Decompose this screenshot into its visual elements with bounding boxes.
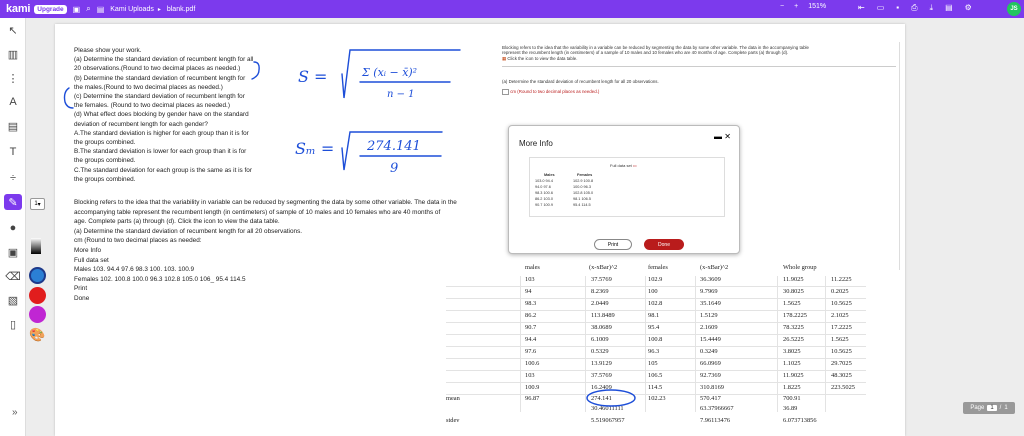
table-cell: 3.8025 xyxy=(783,348,801,355)
ink-numerator: 274.141 xyxy=(367,139,421,154)
var-female: 63.37966667 xyxy=(700,405,734,412)
panel-intro-line: represent the recumbent length (in centimeters) of a sample of 10 males and 10 females who are 40 months of age. Complete parts (a) through (d). xyxy=(502,50,789,55)
ink-sm: Sₘ = xyxy=(295,139,335,158)
table-cell: 29.7025 xyxy=(831,360,852,367)
question-line: the females. (Round to two decimal places as needed.) xyxy=(74,102,230,110)
var-male: 30.46011111 xyxy=(591,405,624,412)
text-tool-icon[interactable]: T xyxy=(9,146,17,158)
stdev-label: stdev xyxy=(446,417,460,424)
table-cell: 36.3609 xyxy=(700,276,721,283)
dialog-controls xyxy=(714,132,731,141)
equation-tool-icon[interactable]: ÷ xyxy=(9,172,17,184)
pasted-line: Full data set xyxy=(74,256,109,264)
ink-denominator: n − 1 xyxy=(387,89,415,100)
table-icon: ▦ xyxy=(502,56,507,61)
eraser-tool-icon[interactable]: ⌫ xyxy=(5,270,21,283)
question-line: B.The standard deviation is lower for each group than it is for xyxy=(74,148,247,156)
question-line: (a) Determine the standard deviation of recumbent length for all xyxy=(74,56,254,64)
ink-s-formula: S = xyxy=(298,67,328,86)
table-cell: 178.2225 xyxy=(783,312,807,319)
table-cell: 1.5129 xyxy=(700,312,718,319)
question-line: deviation of recumbent length for each gender? xyxy=(74,120,208,128)
color-swatch-purple[interactable] xyxy=(29,306,46,323)
question-text xyxy=(74,46,274,184)
question-line: the groups combined. xyxy=(74,139,136,147)
avatar[interactable]: JS xyxy=(1007,2,1021,16)
table-cell: 0.5329 xyxy=(591,348,609,355)
tool-sidebar xyxy=(0,18,26,436)
page-number-input[interactable]: 1 xyxy=(987,405,996,411)
question-line: (d) What effect does blocking by gender have on the standard xyxy=(74,111,249,119)
sidebar-icon[interactable]: ▭ xyxy=(876,3,885,12)
table-cell: 2.1025 xyxy=(831,312,849,319)
search-icon[interactable]: ⌕ xyxy=(86,4,91,13)
table-cell: 2.1609 xyxy=(700,324,718,331)
males-header: Males xyxy=(544,173,555,177)
header-whole-group: Whole group xyxy=(783,264,817,271)
table-cell: 92.7369 xyxy=(700,372,721,379)
sum-male-sq: 274.141 xyxy=(591,395,612,402)
highlight-tool-icon[interactable]: ▥ xyxy=(7,48,19,61)
table-cell: 10.5625 xyxy=(831,300,852,307)
table-cell: 30.8025 xyxy=(783,288,804,295)
table-cell: 9.7969 xyxy=(700,288,718,295)
table-cell: 37.5769 xyxy=(591,372,612,379)
stroke-size-select[interactable]: 1 ▾ xyxy=(30,198,45,210)
females-column: 102.9 100.8 100.0 96.3 102.8 105.0 98.1 106.5 95.4 114.5 xyxy=(573,179,594,207)
pasted-line: accompanying table represent the recumbent length (in centimeters) of sample of 10 males and 10 females who are 40 months of xyxy=(74,208,441,216)
copy-icon: ▭ xyxy=(632,163,637,168)
markup-tool-icon[interactable]: ⋮ xyxy=(7,72,19,85)
table-cell: 8.2369 xyxy=(591,288,609,295)
sidebar-toggle-icon[interactable]: ▣ xyxy=(72,4,81,14)
question-line: (b) Determine the standard deviation of recumbent length for xyxy=(74,74,246,82)
table-cell: 97.6 xyxy=(525,348,537,355)
zoom-out-button[interactable]: − xyxy=(780,3,785,10)
table-cell: 1.5625 xyxy=(783,300,801,307)
table-cell: 102.8 xyxy=(648,300,663,307)
table-cell: 94.4 xyxy=(525,336,537,343)
table-cell: 96.3 xyxy=(648,348,660,355)
download-icon[interactable]: ⤓ xyxy=(929,3,934,12)
table-cell: 90.7 xyxy=(525,324,537,331)
table-cell: 48.3025 xyxy=(831,372,852,379)
image-tool-icon[interactable]: ▣ xyxy=(7,246,19,259)
done-button[interactable]: Done xyxy=(644,239,684,250)
table-cell: 78.3225 xyxy=(783,324,804,331)
question-line: C.The standard deviation for each group is the same as it is for xyxy=(74,166,252,174)
table-cell: 2.0449 xyxy=(591,300,609,307)
shapes-tool-icon[interactable]: ● xyxy=(9,222,17,234)
print-icon[interactable]: ⎙ xyxy=(911,3,918,12)
folder-icon: ▤ xyxy=(96,4,105,14)
sd-whole: 6.073713856 xyxy=(783,417,817,424)
ink-bracket xyxy=(65,88,74,108)
pasted-line: cm (Round to two decimal places as needed: xyxy=(74,237,202,245)
table-cell: 98.3 xyxy=(525,300,537,307)
question-line: the males.(Round to two decimal places as needed.) xyxy=(74,83,223,91)
ink-sum-term: Σ (xᵢ − x̄)² xyxy=(362,66,418,79)
full-data-set-label: Full data set ▭ xyxy=(610,163,637,168)
sd-female: 7.96113476 xyxy=(700,417,731,424)
table-cell: 94 xyxy=(525,288,532,295)
data-table-frame xyxy=(529,157,725,217)
table-cell: 106.5 xyxy=(648,372,663,379)
expand-sidebar-icon[interactable]: » xyxy=(12,407,18,418)
females-header: Females xyxy=(577,173,593,177)
sd-male: 5.519067957 xyxy=(591,417,625,424)
table-cell: 95.4 xyxy=(648,324,660,331)
question-line: 20 observations.(Round to two decimal places as needed.) xyxy=(74,65,241,73)
settings-icon[interactable]: ⚙ xyxy=(964,3,972,12)
app-logo[interactable]: kami xyxy=(6,3,31,15)
pasted-line: More Info xyxy=(74,246,101,254)
question-line: A.The standard deviation is higher for each group than it is for xyxy=(74,129,249,137)
sum-whole: 700.91 xyxy=(783,395,801,402)
file-name[interactable]: blank.pdf xyxy=(166,5,196,13)
top-toolbar xyxy=(0,0,1024,18)
table-cell: 16.2409 xyxy=(591,384,612,391)
pasted-line: (a) Determine the standard deviation of recumbent length for all 20 observations. xyxy=(74,227,303,235)
question-line: (c) Determine the standard deviation of recumbent length for xyxy=(74,93,245,101)
table-cell: 0.2025 xyxy=(831,288,849,295)
select-tool-icon[interactable]: ↖ xyxy=(8,24,18,37)
table-cell: 1.5625 xyxy=(831,336,849,343)
table-cell: 11.2225 xyxy=(831,276,852,283)
comment-tool-icon[interactable]: ▤ xyxy=(7,120,19,133)
table-cell: 26.5225 xyxy=(783,336,804,343)
save-icon[interactable]: ▪ xyxy=(896,3,900,12)
table-cell: 100.8 xyxy=(648,336,663,343)
panel-data-link: ▦ Click the icon to view the data table. xyxy=(502,56,578,61)
table-cell: 13.9129 xyxy=(591,360,612,367)
fit-icon[interactable]: ⇤ xyxy=(858,3,865,12)
panel-answer-row: cm (Round to two decimal places as needed.) xyxy=(502,89,599,95)
table-cell: 0.3249 xyxy=(700,348,718,355)
zoom-in-button[interactable]: + xyxy=(794,3,799,10)
panel-part-a: (a) Determine the standard deviation of recumbent length for all 20 observations. xyxy=(502,79,659,84)
sqrt-sign xyxy=(342,50,460,98)
pasted-problem-text xyxy=(74,198,494,304)
table-cell: 223.5025 xyxy=(831,384,855,391)
table-cell: 35.1649 xyxy=(700,300,721,307)
pasted-line: Print xyxy=(74,285,88,293)
upgrade-button[interactable]: Upgrade xyxy=(34,5,66,14)
table-cell: 100.6 xyxy=(525,360,540,367)
table-cell: 86.2 xyxy=(525,312,537,319)
sqrt-sign xyxy=(342,132,442,170)
mean-male: 96.87 xyxy=(525,395,540,402)
toolbar-actions xyxy=(858,3,972,13)
close-icon[interactable]: ✕ xyxy=(724,132,731,141)
zoom-control xyxy=(780,3,826,10)
table-cell: 103 xyxy=(525,372,535,379)
drawing-tool-icon[interactable]: ✎ xyxy=(4,194,22,210)
table-cell: 37.5769 xyxy=(591,276,612,283)
question-line: Please show your work. xyxy=(74,47,142,54)
zoom-level[interactable]: 151% xyxy=(808,3,827,10)
table-cell: 103 xyxy=(525,276,535,283)
table-cell: 11.9025 xyxy=(783,372,804,379)
sum-female-sq: 570.417 xyxy=(700,395,721,402)
breadcrumb-separator: ▸ xyxy=(157,6,161,13)
pasted-line: Blocking refers to the idea that the variability in variable can be reduced by segmenting the data by some other variable. The data in the xyxy=(74,199,457,206)
share-icon[interactable]: ▤ xyxy=(945,3,953,12)
embedded-problem-screenshot xyxy=(499,42,900,270)
males-column: 103.0 94.4 94.0 97.6 98.3 100.6 86.2 103.0 90.7 100.9 xyxy=(535,179,553,207)
more-info-dialog xyxy=(508,125,740,254)
ink-den: 9 xyxy=(390,161,399,176)
question-line: the groups combined. xyxy=(74,175,136,183)
add-media-tool-icon[interactable]: ▧ xyxy=(7,294,19,307)
minimize-icon[interactable]: ▬ xyxy=(714,132,722,141)
table-cell: 105 xyxy=(648,360,658,367)
table-cell: 114.5 xyxy=(648,384,663,391)
table-cell: 10.5625 xyxy=(831,348,852,355)
opacity-slider[interactable] xyxy=(31,238,41,254)
pasted-line: age. Complete parts (a) through (d). Click the icon to view the data table. xyxy=(74,218,280,226)
table-cell: 66.0969 xyxy=(700,360,721,367)
signature-tool-icon[interactable]: ▯ xyxy=(9,318,17,331)
question-line: the groups combined. xyxy=(74,157,136,165)
dialog-title: More Info xyxy=(519,139,553,148)
pasted-line: Done xyxy=(74,294,90,302)
table-cell: 6.1009 xyxy=(591,336,609,343)
palette-icon[interactable]: 🎨 xyxy=(29,327,46,342)
color-swatch-red[interactable] xyxy=(29,287,46,304)
header-males: males xyxy=(525,264,540,271)
table-cell: 38.0689 xyxy=(591,324,612,331)
table-cell: 100 xyxy=(648,288,658,295)
mean-label: mean xyxy=(446,395,460,402)
table-cell: 102.9 xyxy=(648,276,663,283)
pasted-line: Males 103. 94.4 97.6 98.3 100. 103. 100.9 xyxy=(74,266,195,274)
breadcrumb-folder[interactable]: Kami Uploads xyxy=(110,5,154,13)
header-female-sq: (x-xBar)^2 xyxy=(700,264,729,271)
table-cell: 1.1025 xyxy=(783,360,801,367)
document-page[interactable] xyxy=(55,24,905,436)
mean-female: 102.23 xyxy=(648,395,666,402)
table-cell: 100.9 xyxy=(525,384,540,391)
table-cell: 15.4449 xyxy=(700,336,721,343)
answer-box xyxy=(502,89,509,95)
table-cell: 1.8225 xyxy=(783,384,801,391)
print-button[interactable]: Print xyxy=(594,239,632,250)
color-swatch-blue[interactable] xyxy=(29,267,46,284)
table-cell: 17.2225 xyxy=(831,324,852,331)
type-tool-icon[interactable]: A xyxy=(9,96,17,108)
pasted-line: Females 102. 100.8 100.0 96.3 102.8 105.0 106_ 95.4 114.5 xyxy=(74,275,246,283)
var-whole: 36.89 xyxy=(783,405,798,412)
table-cell: 11.9025 xyxy=(783,276,804,283)
page-indicator[interactable]: Page 1 / 1 xyxy=(963,402,1015,414)
panel-intro-line: Blocking refers to the idea that the variability in a variable can be reduced by segmenting the data by some other variable. The data in the accompanying table xyxy=(502,45,809,50)
header-male-sq: (x-xBar)^2 xyxy=(589,264,618,271)
table-cell: 98.1 xyxy=(648,312,660,319)
table-cell: 113.8489 xyxy=(591,312,615,319)
table-cell: 310.8169 xyxy=(700,384,724,391)
header-females: females xyxy=(648,264,668,271)
